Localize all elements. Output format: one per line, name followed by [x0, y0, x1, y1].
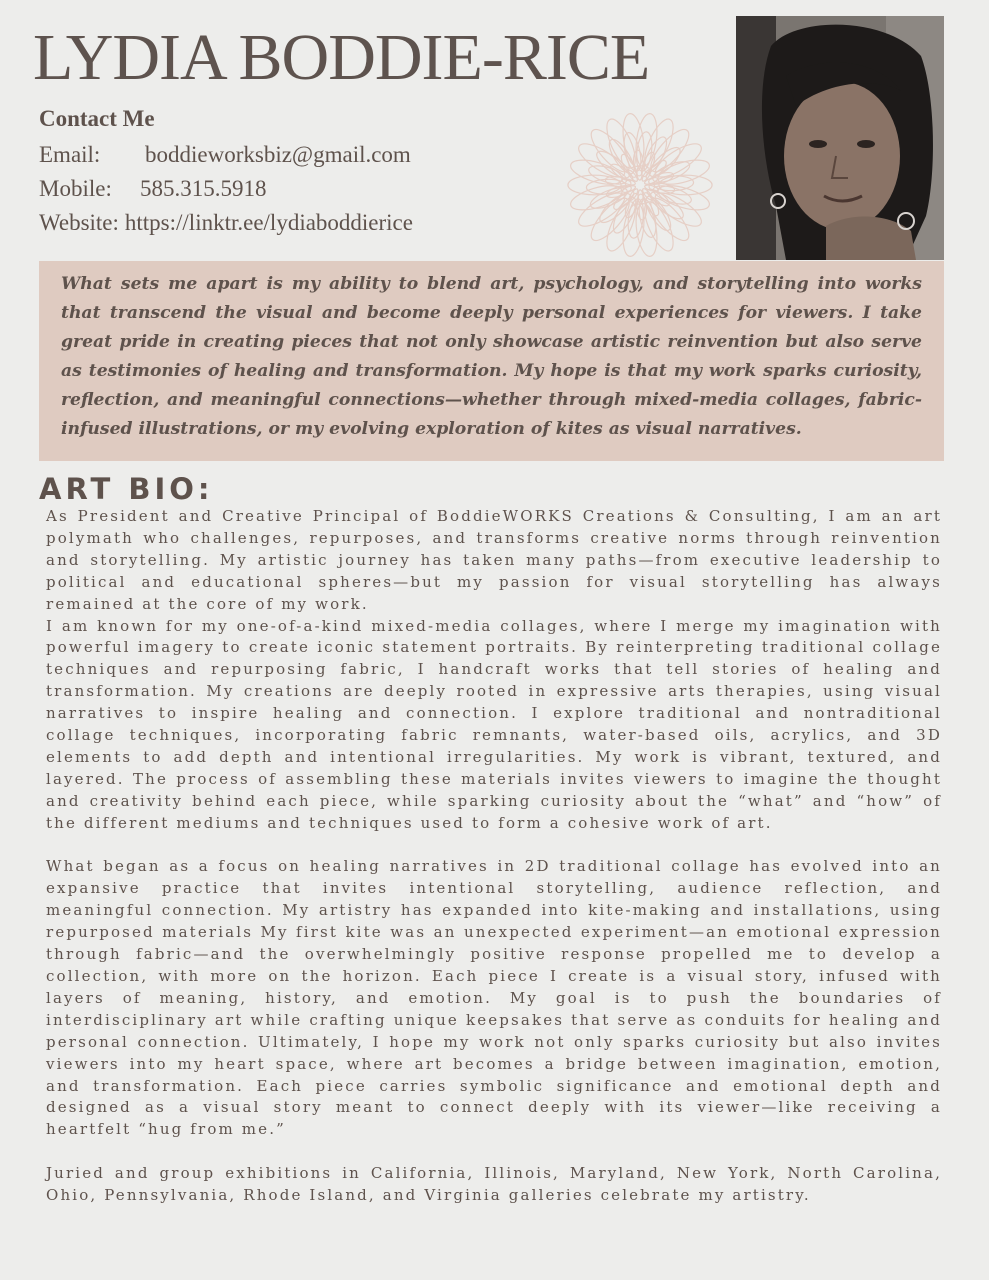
flower-petal: [645, 124, 695, 177]
page-title: LYDIA BODDIE-RICE: [33, 21, 650, 94]
art-bio-body: [46, 506, 942, 1207]
artist-statement: What sets me apart is my ability to blend art, psychology, and storytelling into works that transcend the visual and become deeply personal experiences for viewers. I take great pride in creating pieces that not only showcase artistic reinvention but also serve as testimonies of healing and transformation. My hope is that my work sparks curiosity, reflection, and meaningful connections—whether through mixed-media collages, fabric-infused illustrations, or my evolving exploration of kites as visual narratives.: [61, 274, 922, 440]
email-row: [39, 138, 413, 172]
flower-petal: [621, 178, 635, 186]
contact-heading: Contact Me: [39, 106, 155, 131]
bio-paragraph: Juried and group exhibitions in California, Illinois, Maryland, New York, North Carolina, Ohio, Pennsylvania, Rhode Island, and Virginia galleries celebrate my artistry.: [46, 1164, 942, 1205]
dahlia-flower-decoration: [540, 90, 740, 260]
bio-paragraph: As President and Creative Principal of BoddieWORKS Creations & Consulting, I am an art polymath who challenges, repurposes, and transforms creative norms through reinvention and storytelling. My artistic journey has taken many paths—from executive leadership to political and educational spheres—but my passion for visual storytelling has always remained at the core of my work.: [46, 507, 942, 613]
bio-paragraph: I am known for my one-of-a-kind mixed-media collages, where I merge my imagination with powerful imagery to create iconic statement portraits. By reinterpreting traditional collage techniques and repurposing fabric, I handcraft works that tell stories of healing and transformation. My creations are deeply rooted in expressive arts therapies, using visual narratives to inspire healing and connection. I explore traditional and nontraditional collage techniques, incorporating fabric remnants, water-based oils, acrylics, and 3D elements to add depth and intentional irregularities. My work is vibrant, textured, and layered. The process of assembling these materials invites viewers to imagine the thought and creativity behind each piece, while sparking curiosity about the “what” and “how” of the different mediums and techniques used to form a cohesive work of art.: [46, 616, 942, 832]
bio-paragraph: What began as a focus on healing narratives in 2D traditional collage has evolved into an expansive practice that invites intentional storytelling, audience reflection, and meaningful connection. My artistry has expanded into kite-making and installations, using repurposed materials My first kite was an unexpected experiment—an emotional expression through fabric—and the overwhelmingly positive response propelled me to develop a collection, with more on the horizon. Each piece I create is a visual story, infused with layers of meaning, history, and emotion. My goal is to push the boundaries of interdisciplinary art while crafting unique keepsakes that serve as conduits for healing and personal connection. Ultimately, I hope my work not only sparks curiosity but also invites viewers into my heart space, where art becomes a bridge between imagination, emotion, and transformation. Each piece carries symbolic significance and emotional depth and designed as a visual story meant to connect deeply with its viewer—like receiving a heartfelt “hug from me.”: [46, 857, 942, 1139]
email-label: Email:: [39, 142, 101, 167]
artist-statement-box: [39, 261, 944, 461]
mobile-number[interactable]: 585.315.5918: [140, 176, 267, 201]
website-label: Website:: [39, 210, 119, 235]
website-link[interactable]: https://linktr.ee/lydiaboddierice: [124, 210, 413, 235]
flower-petal: [585, 193, 635, 246]
portrait-photo: [736, 16, 944, 260]
contact-section: [39, 106, 413, 240]
flower-petal: [644, 184, 658, 192]
mobile-label: Mobile:: [39, 176, 112, 201]
mobile-row: [39, 172, 413, 206]
portrait-image: [736, 16, 944, 260]
website-row: [39, 206, 413, 240]
email-link[interactable]: boddieworksbiz@gmail.com: [145, 142, 411, 167]
art-bio-heading: ART BIO:: [39, 472, 214, 506]
